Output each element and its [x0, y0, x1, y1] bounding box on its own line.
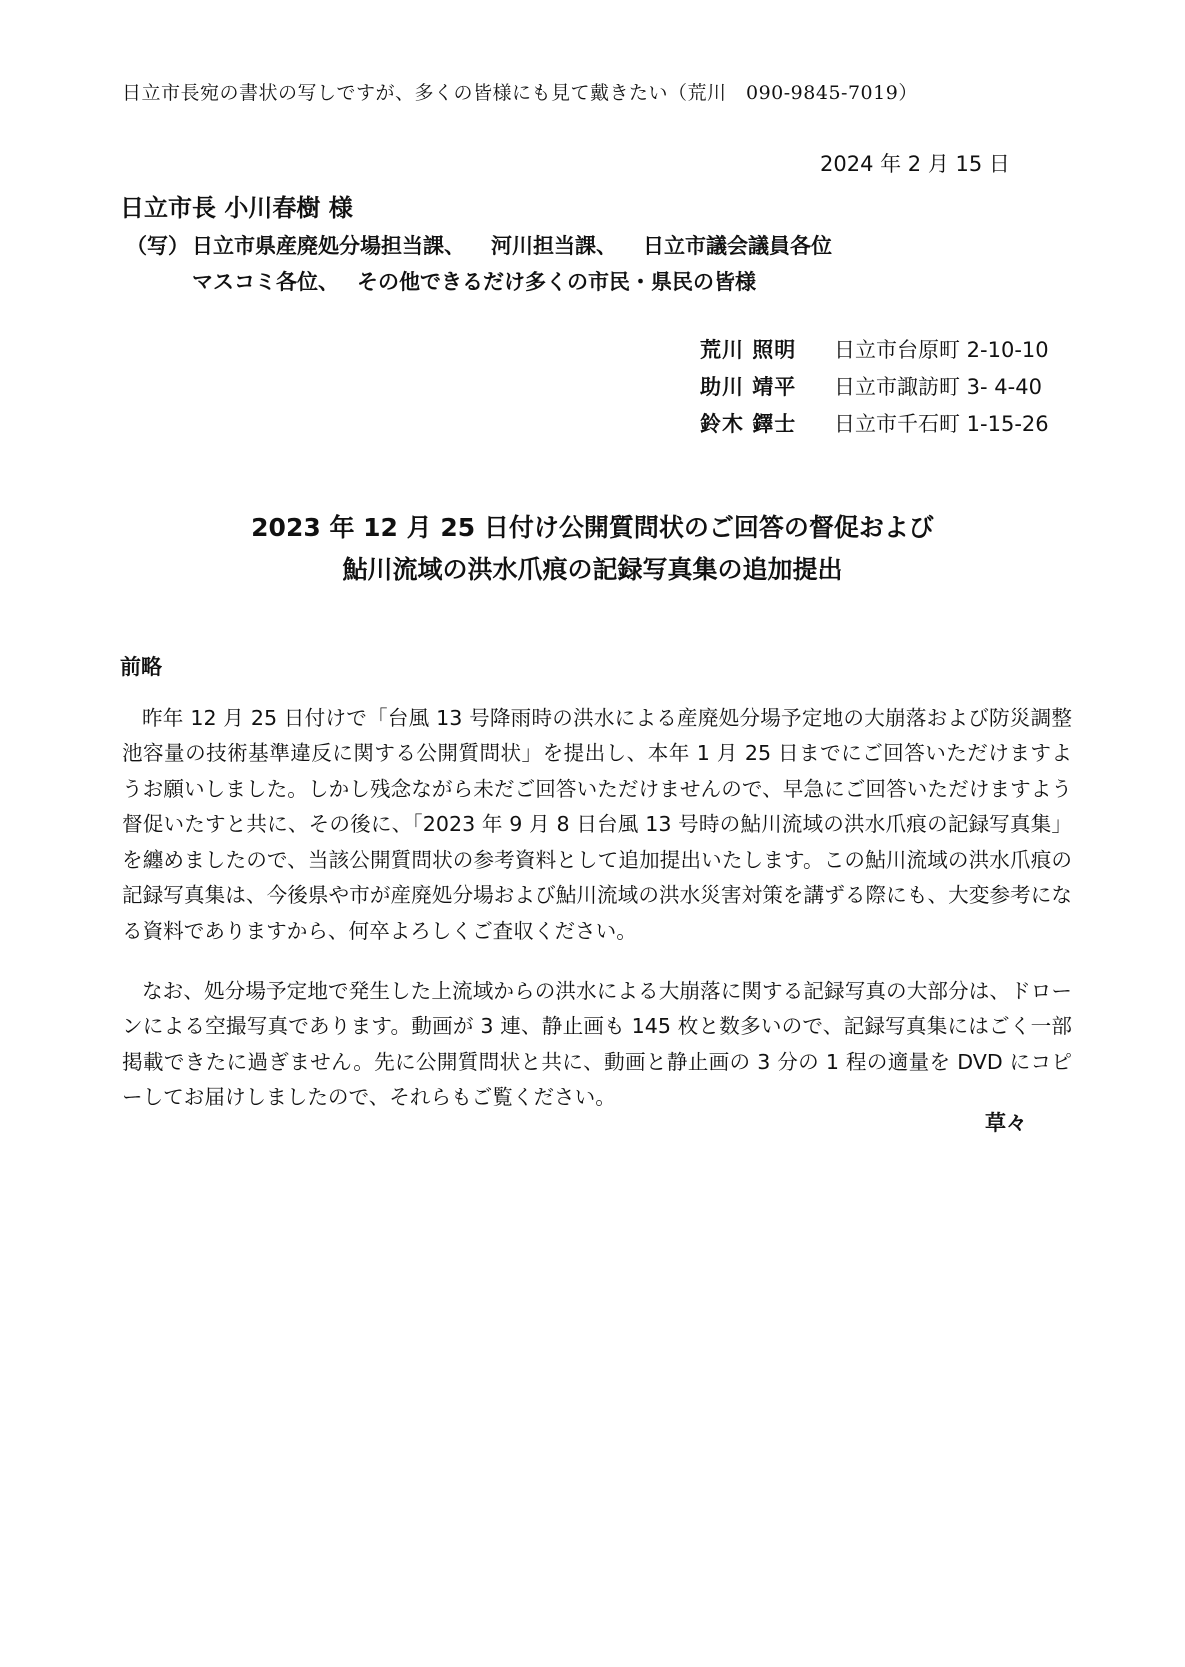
- cc-recipient: マスコミ各位、: [192, 270, 339, 294]
- sender-name: 荒川 照明: [700, 338, 797, 362]
- sender-row: [700, 373, 1049, 410]
- cc-line-1: [126, 230, 832, 260]
- sender-address: 日立市諏訪町 3- 4-40: [834, 375, 1042, 399]
- document-title-line-1: 2023 年 12 月 25 日付け公開質問状のご回答の督促および: [251, 513, 934, 542]
- cc-recipient: その他できるだけ多くの市民・県民の皆様: [357, 270, 756, 294]
- cc-recipient: 日立市県産廃処分場担当課、: [192, 234, 465, 258]
- document-title-line-2: 鮎川流域の洪水爪痕の記録写真集の追加提出: [342, 555, 843, 584]
- cc-mark: （写）: [126, 234, 189, 258]
- body-paragraph-2: なお、処分場予定地で発生した上流域からの洪水による大崩落に関する記録写真の大部分は、ドローンによる空撮写真であります。動画が 3 連、静止画も 145 枚と数多いので、記録写真集にはごく一部掲載できたに過ぎません。先に公開質問状と共に、動画と静止画の 3 分の 1 程の適量を DVD にコピーしてお届けしましたので、それらもご覧ください。: [122, 978, 1072, 1110]
- opening-greeting: 前略: [120, 655, 162, 679]
- cc-line-2: [192, 266, 756, 296]
- sender-list: [700, 336, 1049, 447]
- sender-name: 鈴木 鐸士: [700, 412, 797, 436]
- sender-address: 日立市台原町 2-10-10: [834, 338, 1049, 362]
- cc-recipient: 日立市議会議員各位: [643, 234, 832, 258]
- sender-address: 日立市千石町 1-15-26: [834, 412, 1049, 436]
- sender-row: [700, 410, 1049, 447]
- sender-row: [700, 336, 1049, 373]
- letter-date: 2024 年 2 月 15 日: [820, 152, 1010, 176]
- closing-phrase: 草々: [985, 1111, 1027, 1135]
- sender-name: 助川 靖平: [700, 375, 797, 399]
- header-note: 日立市長宛の書状の写しですが、多くの皆様にも見て戴きたい（荒川 090-9845-7019）: [122, 82, 918, 104]
- cc-recipient: 河川担当課、: [491, 234, 617, 258]
- body-paragraph-1: 昨年 12 月 25 日付けで「台風 13 号降雨時の洪水による産廃処分場予定地の大崩落および防災調整池容量の技術基準違反に関する公開質問状」を提出し、本年 1 月 25 日までにご回答いただけますようお願いしました。しかし残念ながら未だご回答いただけませんので、早急にご回答いただけますよう督促いたすと共に、その後に、「2023 年 9 月 8 日台風 13 号時の鮎川流域の洪水爪痕の記録写真集」を纏めましたので、当該公開質問状の参考資料として追加提出いたします。この鮎川流域の洪水爪痕の記録写真集は、今後県や市が産廃処分場および鮎川流域の洪水災害対策を講ずる際にも、大変参考になる資料でありますから、何卒よろしくご査収ください。: [122, 705, 1072, 943]
- addressee: 日立市長 小川春樹 様: [120, 194, 353, 222]
